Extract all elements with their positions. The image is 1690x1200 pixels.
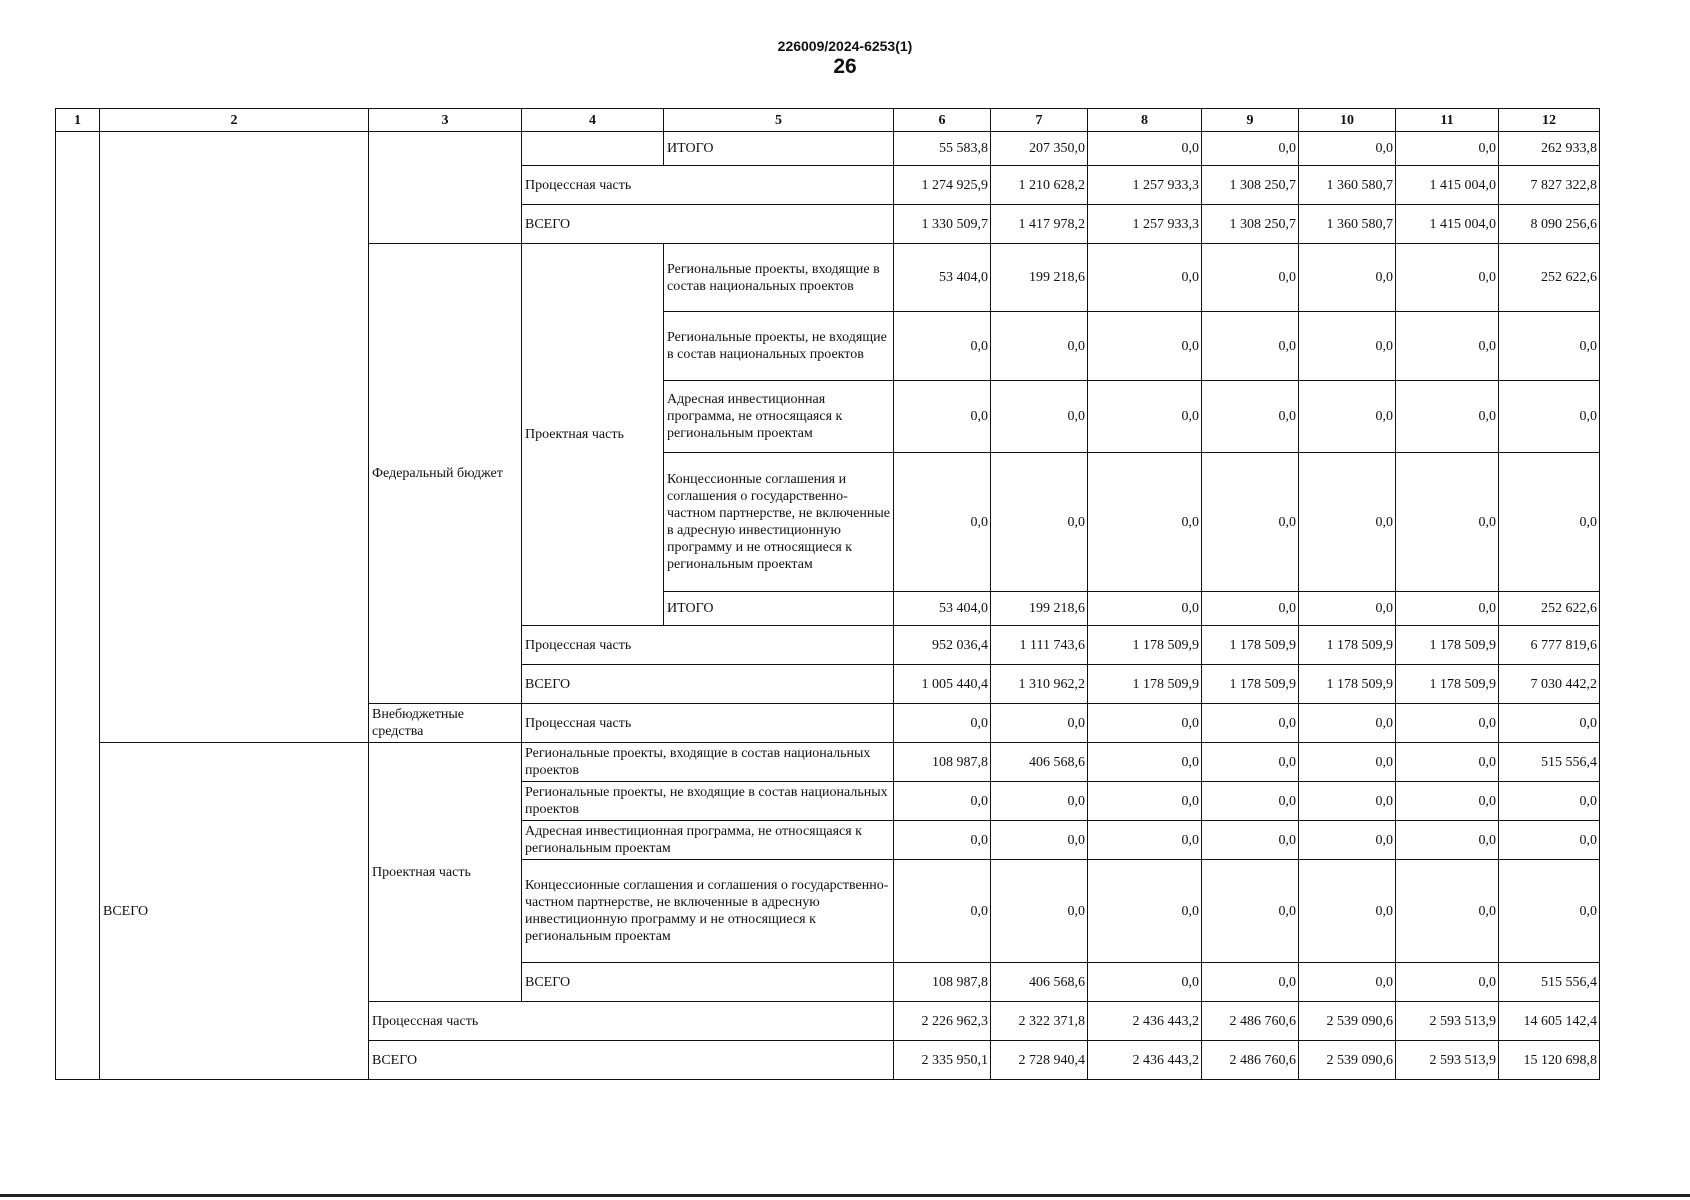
column-header: 2 xyxy=(100,109,369,132)
table-row xyxy=(56,743,1600,782)
column-header: 8 xyxy=(1088,109,1202,132)
value-cell: 53 404,0 xyxy=(894,244,991,312)
value-cell: 0,0 xyxy=(1088,132,1202,166)
value-cell: 1 308 250,7 xyxy=(1202,205,1299,244)
project-part-label: Проектная часть xyxy=(522,244,664,626)
extrabudgetary-label: Внебюджетные средства xyxy=(369,704,522,743)
column-2-cell xyxy=(100,132,369,743)
value-cell: 0,0 xyxy=(1499,821,1600,860)
value-cell: 1 210 628,2 xyxy=(991,166,1088,205)
value-cell: 0,0 xyxy=(1396,132,1499,166)
value-cell: 0,0 xyxy=(1396,592,1499,626)
value-cell: 207 350,0 xyxy=(991,132,1088,166)
value-cell: 1 178 509,9 xyxy=(1088,626,1202,665)
value-cell: 2 322 371,8 xyxy=(991,1002,1088,1041)
value-cell: 0,0 xyxy=(1396,963,1499,1002)
value-cell: 2 593 513,9 xyxy=(1396,1041,1499,1080)
value-cell: 0,0 xyxy=(1088,381,1202,453)
value-cell: 0,0 xyxy=(1299,860,1396,963)
value-cell: 252 622,6 xyxy=(1499,244,1600,312)
value-cell: 0,0 xyxy=(1202,782,1299,821)
value-cell: 14 605 142,4 xyxy=(1499,1002,1600,1041)
value-cell: 0,0 xyxy=(1088,312,1202,381)
value-cell: 0,0 xyxy=(1299,312,1396,381)
column-header: 3 xyxy=(369,109,522,132)
value-cell: 0,0 xyxy=(894,453,991,592)
value-cell: 0,0 xyxy=(991,782,1088,821)
value-cell: 0,0 xyxy=(1088,244,1202,312)
row-label: ВСЕГО xyxy=(522,665,894,704)
value-cell: 0,0 xyxy=(1396,312,1499,381)
value-cell: 0,0 xyxy=(991,453,1088,592)
value-cell: 0,0 xyxy=(1299,963,1396,1002)
row-label: Адресная инвестиционная программа, не относящаяся к региональным проектам xyxy=(522,821,894,860)
value-cell: 1 310 962,2 xyxy=(991,665,1088,704)
column-header: 4 xyxy=(522,109,664,132)
value-cell: 0,0 xyxy=(1202,743,1299,782)
project-part-label: Проектная часть xyxy=(369,743,522,1002)
value-cell: 0,0 xyxy=(1499,704,1600,743)
value-cell: 7 030 442,2 xyxy=(1499,665,1600,704)
value-cell: 0,0 xyxy=(1499,782,1600,821)
row-label: Процессная часть xyxy=(522,166,894,205)
value-cell: 15 120 698,8 xyxy=(1499,1041,1600,1080)
column-header: 5 xyxy=(664,109,894,132)
value-cell: 1 415 004,0 xyxy=(1396,205,1499,244)
value-cell: 0,0 xyxy=(1499,381,1600,453)
row-label: ВСЕГО xyxy=(369,1041,894,1080)
value-cell: 1 178 509,9 xyxy=(1299,665,1396,704)
value-cell: 1 257 933,3 xyxy=(1088,205,1202,244)
value-cell: 0,0 xyxy=(1299,592,1396,626)
value-cell: 0,0 xyxy=(1088,782,1202,821)
column-3-cell xyxy=(369,132,522,244)
value-cell: 0,0 xyxy=(1396,244,1499,312)
value-cell: 1 257 933,3 xyxy=(1088,166,1202,205)
value-cell: 0,0 xyxy=(1299,821,1396,860)
column-header-row xyxy=(56,109,1600,132)
value-cell: 0,0 xyxy=(1499,312,1600,381)
value-cell: 0,0 xyxy=(1499,860,1600,963)
value-cell: 262 933,8 xyxy=(1499,132,1600,166)
value-cell: 2 539 090,6 xyxy=(1299,1041,1396,1080)
value-cell: 199 218,6 xyxy=(991,244,1088,312)
value-cell: 0,0 xyxy=(1499,453,1600,592)
value-cell: 0,0 xyxy=(1202,312,1299,381)
table-row xyxy=(56,132,1600,166)
document-number: 226009/2024-6253(1) xyxy=(777,38,913,54)
value-cell: 2 436 443,2 xyxy=(1088,1002,1202,1041)
value-cell: 2 539 090,6 xyxy=(1299,1002,1396,1041)
value-cell: 0,0 xyxy=(894,782,991,821)
value-cell: 0,0 xyxy=(1396,453,1499,592)
value-cell: 199 218,6 xyxy=(991,592,1088,626)
value-cell: 6 777 819,6 xyxy=(1499,626,1600,665)
value-cell: 406 568,6 xyxy=(991,963,1088,1002)
value-cell: 0,0 xyxy=(1396,860,1499,963)
value-cell: 1 417 978,2 xyxy=(991,205,1088,244)
value-cell: 0,0 xyxy=(894,821,991,860)
row-label: Региональные проекты, не входящие в состав национальных проектов xyxy=(664,312,894,381)
value-cell: 108 987,8 xyxy=(894,963,991,1002)
value-cell: 108 987,8 xyxy=(894,743,991,782)
value-cell: 0,0 xyxy=(1202,821,1299,860)
column-header: 9 xyxy=(1202,109,1299,132)
value-cell: 0,0 xyxy=(991,704,1088,743)
value-cell: 1 111 743,6 xyxy=(991,626,1088,665)
value-cell: 1 178 509,9 xyxy=(1396,626,1499,665)
value-cell: 0,0 xyxy=(1299,381,1396,453)
value-cell: 1 178 509,9 xyxy=(1202,626,1299,665)
value-cell: 0,0 xyxy=(1088,453,1202,592)
value-cell: 1 415 004,0 xyxy=(1396,166,1499,205)
value-cell: 1 360 580,7 xyxy=(1299,205,1396,244)
column-header: 12 xyxy=(1499,109,1600,132)
value-cell: 0,0 xyxy=(1396,821,1499,860)
value-cell: 0,0 xyxy=(1088,860,1202,963)
value-cell: 2 486 760,6 xyxy=(1202,1002,1299,1041)
value-cell: 0,0 xyxy=(894,704,991,743)
row-label: ИТОГО xyxy=(664,592,894,626)
value-cell: 952 036,4 xyxy=(894,626,991,665)
value-cell: 1 178 509,9 xyxy=(1396,665,1499,704)
value-cell: 0,0 xyxy=(1202,381,1299,453)
value-cell: 252 622,6 xyxy=(1499,592,1600,626)
column-header: 6 xyxy=(894,109,991,132)
value-cell: 515 556,4 xyxy=(1499,963,1600,1002)
value-cell: 0,0 xyxy=(1299,244,1396,312)
budget-table xyxy=(55,108,1600,1080)
row-label: Концессионные соглашения и соглашения о государственно-частном партнерстве, не включенные в адресную инвестиционную программу и не относящиеся к региональным проектам xyxy=(522,860,894,963)
column-1-cell xyxy=(56,132,100,1080)
value-cell: 0,0 xyxy=(1299,453,1396,592)
value-cell: 0,0 xyxy=(1202,244,1299,312)
row-label: Региональные проекты, входящие в состав национальных проектов xyxy=(522,743,894,782)
value-cell: 8 090 256,6 xyxy=(1499,205,1600,244)
row-label: ВСЕГО xyxy=(522,963,894,1002)
value-cell: 0,0 xyxy=(1088,704,1202,743)
value-cell: 1 005 440,4 xyxy=(894,665,991,704)
value-cell: 0,0 xyxy=(1088,821,1202,860)
federal-budget-label: Федеральный бюджет xyxy=(369,244,522,704)
value-cell: 1 178 509,9 xyxy=(1299,626,1396,665)
value-cell: 1 308 250,7 xyxy=(1202,166,1299,205)
value-cell: 0,0 xyxy=(1088,743,1202,782)
value-cell: 0,0 xyxy=(1396,743,1499,782)
column-header: 11 xyxy=(1396,109,1499,132)
value-cell: 1 330 509,7 xyxy=(894,205,991,244)
value-cell: 1 274 925,9 xyxy=(894,166,991,205)
column-4-cell xyxy=(522,132,664,166)
row-label: ИТОГО xyxy=(664,132,894,166)
column-header: 10 xyxy=(1299,109,1396,132)
value-cell: 0,0 xyxy=(1088,592,1202,626)
value-cell: 0,0 xyxy=(1202,704,1299,743)
value-cell: 2 486 760,6 xyxy=(1202,1041,1299,1080)
value-cell: 0,0 xyxy=(1396,381,1499,453)
value-cell: 515 556,4 xyxy=(1499,743,1600,782)
value-cell: 1 178 509,9 xyxy=(1202,665,1299,704)
value-cell: 0,0 xyxy=(1299,704,1396,743)
value-cell: 0,0 xyxy=(1202,963,1299,1002)
value-cell: 0,0 xyxy=(991,381,1088,453)
row-label: Региональные проекты, не входящие в состав национальных проектов xyxy=(522,782,894,821)
value-cell: 0,0 xyxy=(991,821,1088,860)
value-cell: 0,0 xyxy=(991,312,1088,381)
value-cell: 0,0 xyxy=(991,860,1088,963)
value-cell: 0,0 xyxy=(1202,860,1299,963)
total-group-label: ВСЕГО xyxy=(100,743,369,1080)
row-label: ВСЕГО xyxy=(522,205,894,244)
value-cell: 2 593 513,9 xyxy=(1396,1002,1499,1041)
column-header: 7 xyxy=(991,109,1088,132)
value-cell: 2 226 962,3 xyxy=(894,1002,991,1041)
value-cell: 1 178 509,9 xyxy=(1088,665,1202,704)
value-cell: 0,0 xyxy=(1299,782,1396,821)
value-cell: 2 436 443,2 xyxy=(1088,1041,1202,1080)
row-label: Процессная часть xyxy=(522,626,894,665)
row-label: Региональные проекты, входящие в состав национальных проектов xyxy=(664,244,894,312)
value-cell: 0,0 xyxy=(1396,782,1499,821)
value-cell: 1 360 580,7 xyxy=(1299,166,1396,205)
value-cell: 55 583,8 xyxy=(894,132,991,166)
value-cell: 0,0 xyxy=(1202,453,1299,592)
row-label: Концессионные соглашения и соглашения о государственно-частном партнерстве, не включенные в адресную инвестиционную программу и не относящиеся к региональным проектам xyxy=(664,453,894,592)
row-label: Адресная инвестиционная программа, не относящаяся к региональным проектам xyxy=(664,381,894,453)
value-cell: 406 568,6 xyxy=(991,743,1088,782)
row-label: Процессная часть xyxy=(522,704,894,743)
value-cell: 53 404,0 xyxy=(894,592,991,626)
value-cell: 0,0 xyxy=(1088,963,1202,1002)
value-cell: 0,0 xyxy=(1396,704,1499,743)
value-cell: 0,0 xyxy=(894,381,991,453)
value-cell: 0,0 xyxy=(1202,132,1299,166)
value-cell: 0,0 xyxy=(894,312,991,381)
row-label: Процессная часть xyxy=(369,1002,894,1041)
value-cell: 0,0 xyxy=(894,860,991,963)
value-cell: 2 728 940,4 xyxy=(991,1041,1088,1080)
value-cell: 7 827 322,8 xyxy=(1499,166,1600,205)
column-header: 1 xyxy=(56,109,100,132)
value-cell: 2 335 950,1 xyxy=(894,1041,991,1080)
value-cell: 0,0 xyxy=(1299,132,1396,166)
value-cell: 0,0 xyxy=(1299,743,1396,782)
value-cell: 0,0 xyxy=(1202,592,1299,626)
page-number: 26 xyxy=(833,55,857,78)
page-bottom-border xyxy=(0,1194,1690,1197)
